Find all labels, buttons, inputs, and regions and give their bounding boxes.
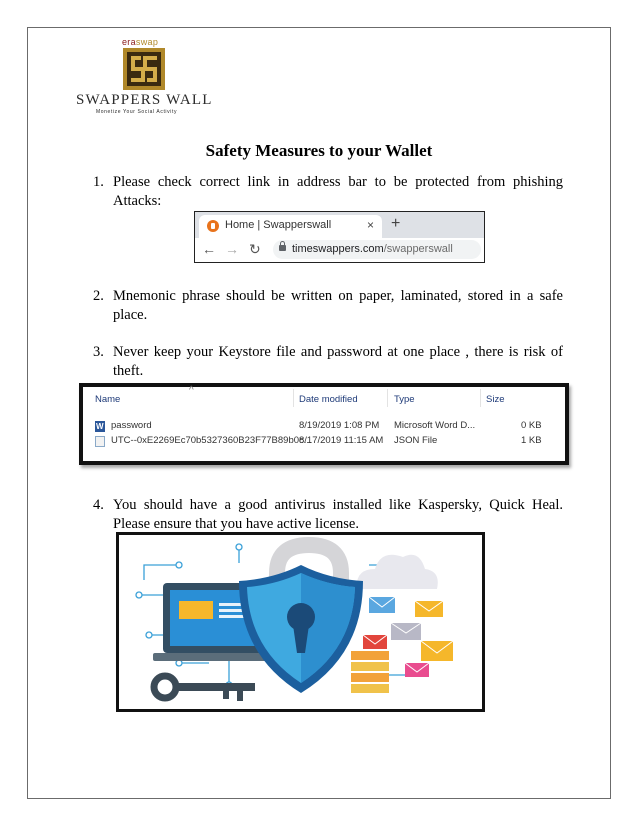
address-bar[interactable]: [273, 240, 481, 259]
document-title: Safety Measures to your Wallet: [205, 141, 433, 160]
close-icon[interactable]: ×: [367, 218, 375, 232]
tab-title: Home | Swapperswall: [225, 219, 332, 231]
column-divider[interactable]: [293, 389, 294, 407]
list-text: Mnemonic phrase should be written on paper, laminated, stored in a safe place.: [113, 288, 563, 323]
file-size: 0 KB: [521, 420, 542, 431]
list-number: 4.: [93, 497, 104, 513]
list-number: 2.: [93, 288, 104, 304]
column-divider[interactable]: [480, 389, 481, 407]
swapperswall-favicon-icon: [207, 220, 219, 232]
file-name: password: [111, 420, 152, 431]
browser-screenshot: [194, 211, 485, 263]
file-name: UTC--0xE2269Ec70b5327360B23F77B89b0c...: [111, 435, 312, 446]
security-illustration: [116, 532, 485, 712]
file-row[interactable]: [83, 420, 565, 435]
list-item-1: [93, 173, 563, 211]
list-item-2: [93, 287, 563, 325]
logo-top-text: eraswap: [122, 37, 159, 47]
forward-icon[interactable]: →: [225, 241, 239, 257]
back-icon[interactable]: ←: [202, 241, 216, 257]
swappers-wall-logo: [72, 37, 217, 117]
logo-tagline: Monetize Your Social Activity: [96, 109, 178, 115]
list-item-3: [93, 343, 563, 381]
column-header-date[interactable]: Date modified: [299, 394, 358, 405]
list-text: Please check correct link in address bar to be protected from phishing Attacks:: [113, 174, 563, 209]
column-divider[interactable]: [387, 389, 388, 407]
browser-tab-row: [195, 212, 484, 238]
file-date: 8/17/2019 11:15 AM: [299, 435, 384, 446]
reload-icon[interactable]: ↻: [249, 241, 261, 257]
list-text: Never keep your Keystore file and password at one place , there is risk of theft.: [113, 344, 563, 379]
list-item-4: [93, 496, 563, 534]
file-row[interactable]: [83, 435, 565, 450]
column-header-name[interactable]: Name: [95, 394, 121, 405]
list-number: 1.: [93, 174, 104, 190]
lock-icon: [279, 245, 286, 251]
file-type: JSON File: [394, 435, 438, 446]
list-number: 3.: [93, 344, 104, 360]
column-header-type[interactable]: Type: [394, 394, 415, 405]
browser-tab[interactable]: [199, 215, 382, 238]
column-header-size[interactable]: Size: [486, 394, 505, 405]
file-date: 8/19/2019 1:08 PM: [299, 420, 380, 431]
logo-title: SWAPPERS WALL: [76, 92, 213, 108]
new-tab-icon[interactable]: +: [391, 215, 401, 232]
list-text: You should have a good antivirus installed like Kaspersky, Quick Heal. Please ensure that you have active license.: [113, 497, 563, 532]
json-file-icon: [95, 436, 105, 447]
word-doc-icon: [95, 421, 105, 432]
column-header-row: [83, 387, 565, 409]
sort-caret-icon: ^: [189, 385, 194, 396]
file-type: Microsoft Word D...: [394, 420, 476, 431]
url-text: timeswappers.com/swapperswall: [292, 243, 453, 255]
browser-nav-row: [195, 238, 484, 262]
file-explorer-screenshot: [79, 383, 569, 465]
logo-emblem: [122, 47, 166, 91]
security-illustration-svg: [119, 535, 482, 709]
file-size: 1 KB: [521, 435, 542, 446]
